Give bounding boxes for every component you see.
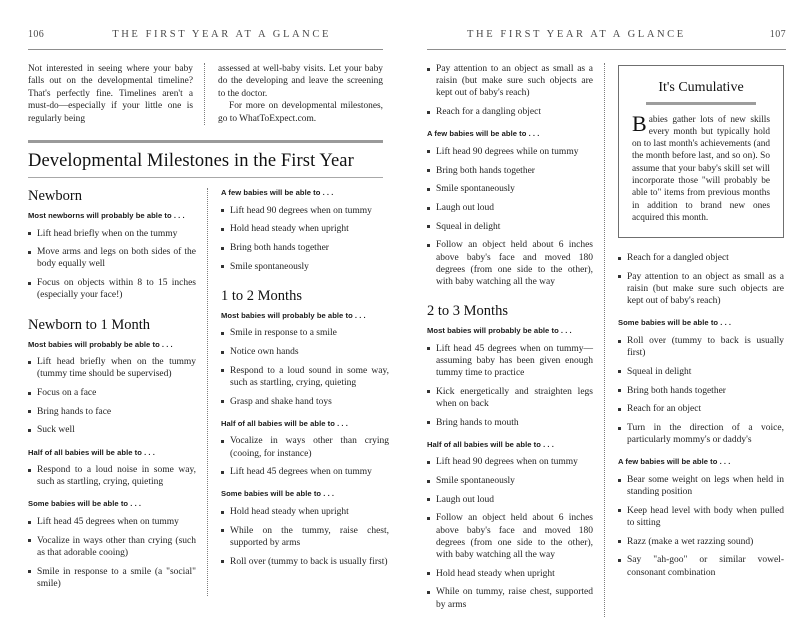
list-item: Pay attention to an object as small as a raisin (but make sure such objects are kept out of baby's reach) — [427, 63, 593, 100]
list-item: Pay attention to an object as small as a raisin (but make sure such objects are kept out of baby's reach) — [618, 271, 784, 308]
list-item: Reach for a dangled object — [618, 252, 784, 264]
subheading-a-few-babies: A few babies will be able to . . . — [618, 457, 731, 467]
list-item: Respond to a loud sound in some way, such as startling, crying, quieting — [221, 365, 389, 389]
subheading-most-babies: Most babies will probably be able to . . . — [28, 339, 173, 349]
list-item: Smile in response to a smile (a "social" smile) — [28, 566, 196, 590]
sidebar-box-wrapper — [618, 63, 784, 238]
milestone-list — [221, 435, 389, 478]
list-item: Smile spontaneously — [427, 183, 593, 195]
running-title-left: THE FIRST YEAR AT A GLANCE — [112, 29, 331, 40]
milestone-list — [427, 343, 593, 429]
list-item: Bring hands to mouth — [427, 417, 593, 429]
list-item: Focus on a face — [28, 387, 196, 399]
subheading-some-babies: Some babies will be able to . . . — [618, 318, 732, 328]
list-item: Hold head steady when upright — [427, 568, 593, 580]
list-item: Lift head briefly when on the tummy (tummy time should be supervised) — [28, 356, 196, 380]
section-heading-newborn-to-1-month: Newborn to 1 Month — [28, 316, 151, 333]
list-item: Vocalize in ways other than crying (cooing, for instance) — [221, 435, 389, 459]
list-item: Respond to a loud noise in some way, such as startling, crying, quieting — [28, 464, 196, 488]
column-1 — [28, 188, 207, 596]
subheading-most-babies: Most babies will probably be able to . . . — [221, 310, 366, 320]
list-item: Smile spontaneously — [221, 261, 389, 273]
list-item: Follow an object held about 6 inches above baby's face and moved 180 degrees (from one side to the other), with baby watching all the way — [427, 239, 593, 288]
body-columns-right — [427, 63, 786, 617]
right-page — [405, 0, 810, 608]
page-number-right: 107 — [769, 29, 786, 40]
list-item: Suck well — [28, 424, 196, 436]
milestone-list — [618, 335, 784, 446]
subheading-a-few-babies: A few babies will be able to . . . — [427, 129, 540, 139]
body-columns-left — [28, 188, 389, 596]
its-cumulative-box — [618, 65, 784, 238]
left-running-head — [28, 28, 383, 50]
list-item: Lift head 90 degrees when on tummy — [427, 456, 593, 468]
section-heading-2-to-3-months: 2 to 3 Months — [427, 303, 508, 320]
list-item: Lift head 90 degrees while on tummy — [427, 146, 593, 158]
list-item: Lift head 45 degrees when on tummy — [28, 516, 196, 528]
section-heading-newborn: Newborn — [28, 188, 82, 205]
list-item: Follow an object held about 6 inches above baby's face and moved 180 degrees (from one side to the other), with baby watching all the way — [427, 512, 593, 561]
page-title: Developmental Milestones in the First Year — [28, 151, 354, 172]
list-item: Squeal in delight — [618, 366, 784, 378]
milestone-list — [618, 252, 784, 307]
title-rule-bottom — [28, 177, 383, 178]
list-item: Lift head 45 degrees when on tummy — [221, 466, 389, 478]
list-item: Roll over (tummy to back is usually first) — [221, 556, 389, 568]
list-item: Roll over (tummy to back is usually first) — [618, 335, 784, 359]
running-title-right: THE FIRST YEAR AT A GLANCE — [467, 29, 686, 40]
list-item: Lift head 45 degrees when on tummy—assuming baby has been given enough tummy time to practice — [427, 343, 593, 380]
title-rule-top — [28, 140, 383, 143]
list-item: Bring both hands together — [427, 165, 593, 177]
list-item: Razz (make a wet razzing sound) — [618, 536, 784, 548]
subheading-most-newborns: Most newborns will probably be able to . . . — [28, 211, 185, 221]
list-item: Notice own hands — [221, 346, 389, 358]
list-item: Bring both hands together — [221, 242, 389, 254]
list-item: Smile in response to a smile — [221, 327, 389, 339]
list-item: Lift head briefly when on the tummy — [28, 228, 196, 240]
list-item: Say "ah-goo" or similar vowel-consonant combination — [618, 554, 784, 578]
list-item: Reach for an object — [618, 403, 784, 415]
list-item: Lift head 90 degrees when on tummy — [221, 205, 389, 217]
milestone-list — [221, 205, 389, 273]
list-item: Squeal in delight — [427, 221, 593, 233]
milestone-list — [427, 146, 593, 288]
milestone-list — [221, 327, 389, 408]
milestone-list — [427, 63, 593, 118]
milestone-list — [28, 356, 196, 437]
milestone-list — [28, 464, 196, 488]
list-item: While on tummy, raise chest, supported by arms — [427, 586, 593, 610]
milestone-list — [28, 228, 196, 302]
drop-cap: B — [632, 110, 647, 136]
section-heading-1-to-2-months: 1 to 2 Months — [221, 287, 302, 304]
subheading-half-of-all-babies: Half of all babies will be able to . . . — [28, 447, 155, 457]
intro-paragraph: assessed at well-baby visits. Let your baby do the developing and leave the screening to the doctor. — [218, 64, 383, 99]
list-item: Laugh out loud — [427, 202, 593, 214]
right-running-head — [427, 28, 786, 50]
list-item: Turn in the direction of a voice, particularly mommy's or daddy's — [618, 422, 784, 446]
list-item: Keep head level with body when pulled to sitting — [618, 505, 784, 529]
intro-column-2 — [206, 63, 383, 125]
list-item: Bring both hands together — [618, 385, 784, 397]
intro-paragraph: For more on developmental milestones, go to WhatToExpect.com. — [218, 101, 383, 124]
list-item: Hold head steady when upright — [221, 506, 389, 518]
subheading-a-few-babies: A few babies will be able to . . . — [221, 188, 334, 198]
list-item: Move arms and legs on both sides of the body equally well — [28, 246, 196, 270]
subheading-half-of-all-babies: Half of all babies will be able to . . . — [221, 418, 348, 428]
milestone-list — [28, 516, 196, 590]
left-page — [0, 0, 405, 608]
sidebar-box-title: It's Cumulative — [658, 80, 744, 95]
milestone-list — [221, 506, 389, 568]
column-4-content — [618, 252, 784, 579]
list-item: Bring hands to face — [28, 406, 196, 418]
list-item: Kick energetically and straighten legs when on back — [427, 386, 593, 410]
intro-block — [28, 63, 383, 125]
milestone-list — [618, 474, 784, 579]
sidebar-box-text: abies gather lots of new skills every month but typically hold on to last month's achievements (and the month before last, and so on). So assume that your baby's skill set will incorporate those "will probably be able to" items from previous months in addition to brand new ones acquired this month. — [632, 114, 770, 223]
list-item: Bear some weight on legs when held in standing position — [618, 474, 784, 498]
sidebar-box-body — [632, 110, 770, 225]
page-number-left: 106 — [28, 29, 45, 40]
list-item: Laugh out loud — [427, 494, 593, 506]
subheading-some-babies: Some babies will be able to . . . — [221, 489, 335, 499]
subheading-some-babies: Some babies will be able to . . . — [28, 499, 142, 509]
subheading-half-of-all-babies: Half of all babies will be able to . . . — [427, 439, 554, 449]
main-title-block — [28, 140, 383, 178]
list-item: While on the tummy, raise chest, supported by arms — [221, 525, 389, 549]
subheading-most-babies: Most babies will probably be able to . . . — [427, 326, 572, 336]
column-4 — [606, 63, 784, 617]
list-item: Vocalize in ways other than crying (such as that adorable cooing) — [28, 535, 196, 559]
sidebar-box-rule — [646, 102, 756, 105]
column-3 — [427, 63, 604, 617]
list-item: Smile spontaneously — [427, 475, 593, 487]
intro-paragraph: Not interested in seeing where your baby falls out on the developmental timeline? That's perfectly fine. Timelines aren't a must-do—especially if your little one is regularly being — [28, 64, 193, 124]
list-item: Hold head steady when upright — [221, 223, 389, 235]
milestone-list — [427, 456, 593, 611]
column-2 — [209, 188, 389, 596]
intro-column-1 — [28, 63, 204, 125]
list-item: Reach for a dangling object — [427, 106, 593, 118]
list-item: Grasp and shake hand toys — [221, 396, 389, 408]
list-item: Focus on objects within 8 to 15 inches (especially your face!) — [28, 277, 196, 301]
